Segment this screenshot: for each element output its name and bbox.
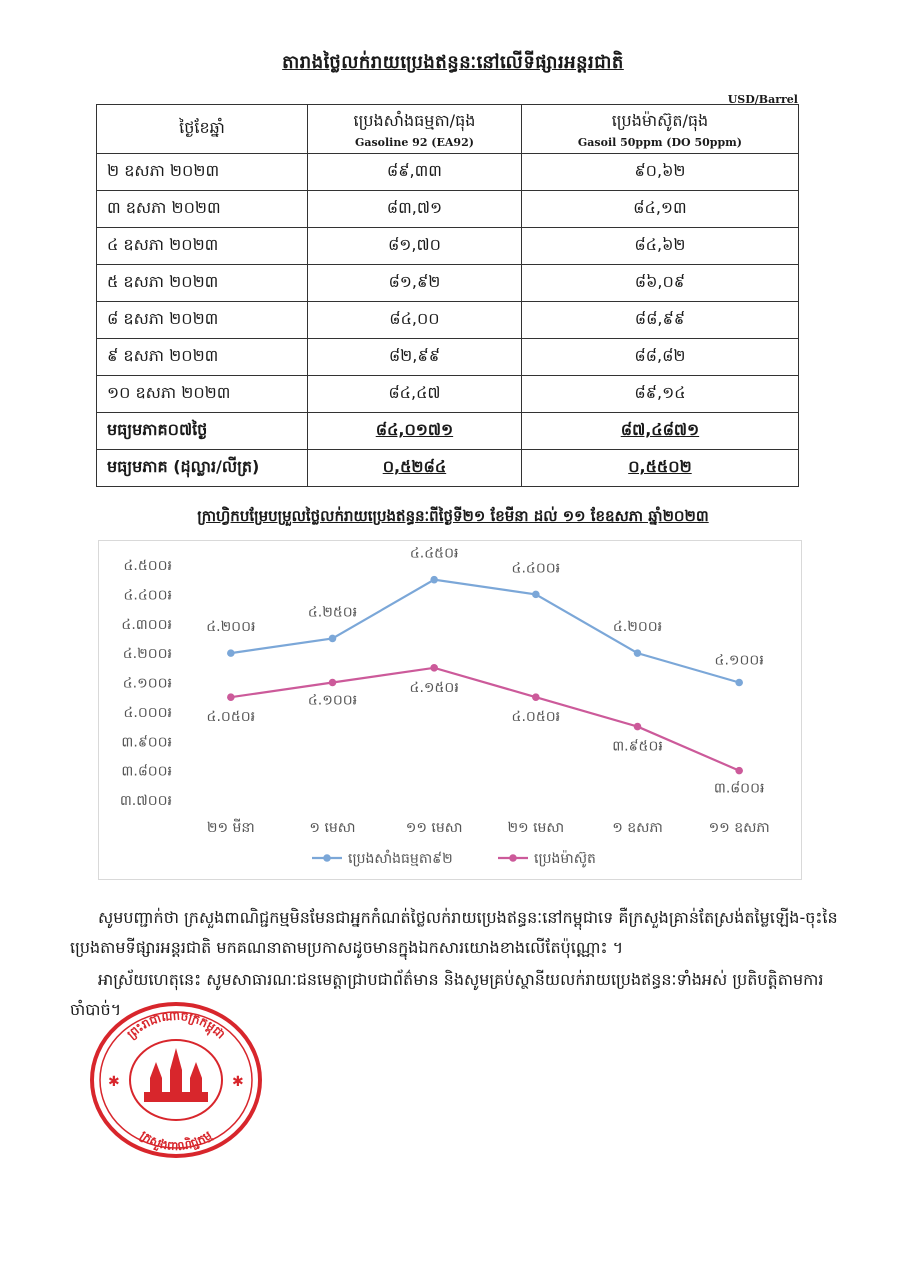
row-date: ១០ ឧសភា ២០២៣	[97, 376, 308, 413]
data-point	[227, 693, 235, 701]
data-label: ៣.៩៥០៛	[612, 738, 663, 755]
data-label: ៤.២៥០៛	[307, 604, 358, 621]
row-diesel-price: ៨៤,១៣	[521, 191, 798, 228]
data-label: ៣.៨០០៛	[713, 780, 765, 797]
average-liter-gasoline: ០,៥២៨៤	[308, 450, 522, 487]
row-diesel-price: ៨៦,០៩	[521, 265, 798, 302]
data-point	[430, 576, 438, 584]
average-7day-diesel: ៨៧,៤៨៧១	[521, 413, 798, 450]
row-diesel-price: ៨៨,៨២	[521, 339, 798, 376]
y-tick-label: ៤.១០០៛	[122, 675, 172, 692]
y-tick-label: ៤.៣០០៛	[121, 616, 172, 633]
data-label: ៤.១០០៛	[714, 652, 764, 669]
row-date: ៣ ឧសភា ២០២៣	[97, 191, 308, 228]
svg-text:✱: ✱	[232, 1074, 244, 1090]
y-tick-label: ៤.០០០៛	[123, 704, 172, 721]
row-diesel-price: ៨៨,៩៩	[521, 302, 798, 339]
legend-marker	[323, 854, 331, 862]
header-diesel: ប្រេងម៉ាស៊ូត/ធុង Gasoil 50ppm (DO 50ppm)	[521, 105, 798, 154]
row-diesel-price: ៨៤,៦២	[521, 228, 798, 265]
data-point	[532, 693, 540, 701]
chart-title: ក្រាហ្វិកបម្រែបម្រួលថ្លៃលក់រាយប្រេងឥន្ធនៈពីថ្ងៃទី២១ ខែមីនា ដល់ ១១ ខែឧសភា ឆ្នាំ២០២៣	[197, 507, 709, 525]
row-diesel-price: ៩០,៦២	[521, 154, 798, 191]
x-tick-label: ១១ ឧសភា	[708, 820, 770, 836]
notice-paragraph-1: សូមបញ្ជាក់ថា ក្រសួងពាណិជ្ជកម្មមិនមែនជាអ្នកកំណត់ថ្លៃលក់រាយប្រេងឥន្ធនៈនៅកម្ពុជាទេ គឺក្រសួងគ្រាន់តែស្រង់តម្លៃឡើង-ចុះនៃប្រេងតាមទីផ្សារអន្តរជាតិ មកគណនាតាមប្រកាសដូចមានក្នុងឯកសារយោងខាងលើតែប៉ុណ្ណោះ ។	[70, 908, 838, 957]
series-line-gasoline	[231, 580, 739, 683]
y-tick-label: ៤.២០០៛	[122, 646, 172, 663]
data-point	[329, 635, 337, 643]
data-point	[735, 679, 743, 687]
y-tick-label: ៤.៥០០៛	[123, 558, 172, 574]
series-line-diesel	[231, 668, 739, 771]
row-date: ២ ឧសភា ២០២៣	[97, 154, 308, 191]
data-point	[634, 649, 642, 657]
row-diesel-price: ៨៩,១៤	[521, 376, 798, 413]
average-7day-gasoline: ៨៤,០១៧១	[308, 413, 522, 450]
y-tick-label: ៣.៨០០៛	[121, 763, 172, 780]
data-label: ៤.២០០៛	[206, 619, 256, 636]
svg-text:ព្រះរាជាណាចក្រកម្ពុជា: ព្រះរាជាណាចក្រកម្ពុជា	[124, 1008, 228, 1042]
row-gasoline-price: ៨២,៩៩	[308, 339, 522, 376]
average-liter-diesel: ០,៥៥០២	[521, 450, 798, 487]
document-title: តារាងថ្លៃលក់រាយប្រេងឥន្ធនៈនៅលើទីផ្សារអន្តរជាតិ	[282, 52, 624, 73]
y-tick-label: ៣.៩០០៛	[121, 734, 172, 751]
row-date: ៥ ឧសភា ២០២៣	[97, 265, 308, 302]
svg-text:✱: ✱	[108, 1074, 120, 1090]
header-date: ថ្ងៃខែឆ្នាំ	[97, 105, 308, 154]
ministry-seal	[86, 1000, 266, 1160]
header-gasoline: ប្រេងសាំងធម្មតា/ធុង Gasoline 92 (EA92)	[308, 105, 522, 154]
data-label: ៤.១៥០៛	[409, 679, 459, 696]
x-tick-label: ១ មេសា	[309, 820, 356, 836]
row-date: ៤ ឧសភា ២០២៣	[97, 228, 308, 265]
row-gasoline-price: ៨៣,៧១	[308, 191, 522, 228]
data-point	[735, 767, 743, 775]
data-label: ៤.២០០៛	[612, 619, 663, 636]
legend-marker	[509, 854, 517, 862]
row-gasoline-price: ៨១,៩២	[308, 265, 522, 302]
data-point	[227, 649, 235, 657]
y-tick-label: ៤.៤០០៛	[123, 587, 172, 604]
x-tick-label: ២១ មេសា	[507, 820, 565, 836]
x-tick-label: ១ ឧសភា	[612, 820, 663, 836]
data-point	[634, 723, 642, 731]
data-label: ៤.០៥០៛	[206, 709, 256, 726]
average-liter-label: មធ្យមភាគ (ដុល្លារ/លីត្រ)	[97, 450, 308, 487]
x-tick-label: ២១ មីនា	[206, 820, 255, 836]
x-tick-label: ១១ មេសា	[405, 820, 463, 836]
average-7day-label: មធ្យមភាគ០៧ថ្ងៃ	[97, 413, 308, 450]
unit-label: USD/Barrel	[727, 93, 798, 106]
row-gasoline-price: ៨៩,៣៣	[308, 154, 522, 191]
data-point	[329, 679, 337, 687]
data-label: ៤.៤០០៛	[511, 560, 561, 577]
data-label: ៤.០៥០៛	[511, 709, 561, 726]
data-point	[430, 664, 438, 672]
row-date: ៨ ឧសភា ២០២៣	[97, 302, 308, 339]
data-label: ៤.៤៥០៛	[409, 545, 459, 562]
row-date: ៩ ឧសភា ២០២៣	[97, 339, 308, 376]
row-gasoline-price: ៨១,៧០	[308, 228, 522, 265]
row-gasoline-price: ៨៤,០០	[308, 302, 522, 339]
legend-label: ប្រេងសាំងធម្មតា៩២	[348, 851, 453, 867]
svg-text:ក្រសួងពាណិជ្ជកម្ម: ក្រសួងពាណិជ្ជកម្ម	[137, 1128, 215, 1154]
data-point	[532, 591, 540, 599]
legend-label: ប្រេងម៉ាស៊ូត	[534, 851, 596, 867]
row-gasoline-price: ៨៤,៤៧	[308, 376, 522, 413]
data-label: ៤.១០០៛	[307, 692, 358, 709]
y-tick-label: ៣.៧០០៛	[119, 793, 172, 809]
notice-paragraph-2: អាស្រ័យហេតុនេះ សូមសាធារណៈជនមេត្តាជ្រាបជាព័ត៌មាន និងសូមគ្រប់ស្ថានីយលក់រាយប្រេងឥន្ធនៈទាំងអស់ ប្រតិបត្តិតាមការចាំបាច់។	[70, 970, 824, 1019]
